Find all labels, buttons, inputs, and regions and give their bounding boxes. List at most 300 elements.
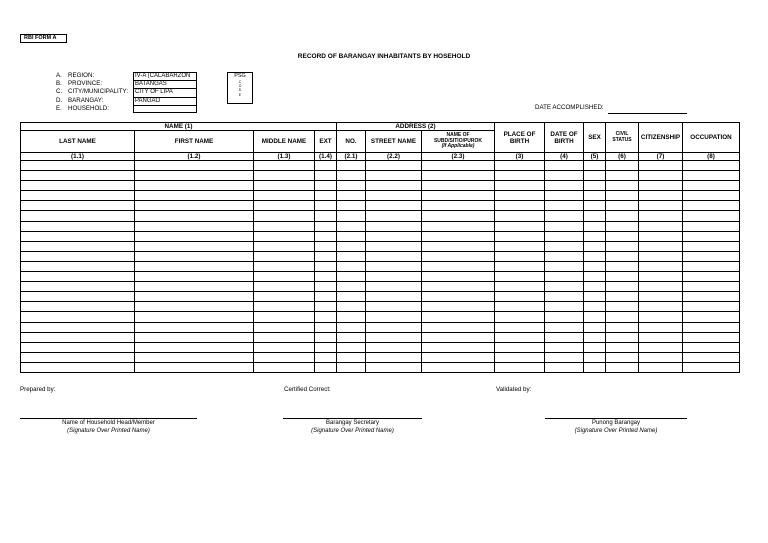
date-accomplished-field[interactable] xyxy=(608,113,687,114)
table-cell[interactable] xyxy=(315,292,337,302)
table-cell[interactable] xyxy=(315,221,337,231)
table-cell[interactable] xyxy=(135,292,254,302)
table-cell[interactable] xyxy=(337,352,366,362)
table-cell[interactable] xyxy=(254,362,315,372)
table-cell[interactable] xyxy=(135,302,254,312)
table-cell[interactable] xyxy=(254,312,315,322)
table-cell[interactable] xyxy=(337,282,366,292)
table-cell[interactable] xyxy=(639,282,683,292)
table-cell[interactable] xyxy=(639,322,683,332)
table-cell[interactable] xyxy=(683,181,740,191)
table-cell[interactable] xyxy=(683,282,740,292)
table-cell[interactable] xyxy=(683,201,740,211)
table-cell[interactable] xyxy=(21,201,135,211)
table-cell[interactable] xyxy=(584,261,606,271)
table-cell[interactable] xyxy=(337,272,366,282)
table-cell[interactable] xyxy=(337,211,366,221)
table-cell[interactable] xyxy=(254,302,315,312)
table-cell[interactable] xyxy=(545,241,584,251)
barangay-field[interactable]: PANGAO xyxy=(133,97,197,105)
table-cell[interactable] xyxy=(545,342,584,352)
table-cell[interactable] xyxy=(254,161,315,171)
table-cell[interactable] xyxy=(639,241,683,251)
table-cell[interactable] xyxy=(639,171,683,181)
table-cell[interactable] xyxy=(545,201,584,211)
table-cell[interactable] xyxy=(584,352,606,362)
col-no: NO. xyxy=(337,131,366,153)
table-cell[interactable] xyxy=(366,322,422,332)
table-cell[interactable] xyxy=(366,251,422,261)
table-row xyxy=(21,322,740,332)
table-cell[interactable] xyxy=(337,191,366,201)
table-cell[interactable] xyxy=(366,312,422,322)
table-cell[interactable] xyxy=(366,272,422,282)
table-cell[interactable] xyxy=(495,282,545,292)
table-cell[interactable] xyxy=(422,302,495,312)
table-cell[interactable] xyxy=(683,231,740,241)
table-cell[interactable] xyxy=(495,231,545,241)
table-cell[interactable] xyxy=(337,302,366,312)
table-cell[interactable] xyxy=(254,272,315,282)
table-cell[interactable] xyxy=(584,191,606,201)
table-cell[interactable] xyxy=(584,161,606,171)
table-cell[interactable] xyxy=(422,352,495,362)
table-cell[interactable] xyxy=(495,161,545,171)
table-cell[interactable] xyxy=(422,342,495,352)
table-cell[interactable] xyxy=(545,251,584,261)
table-cell[interactable] xyxy=(135,241,254,251)
table-cell[interactable] xyxy=(315,211,337,221)
table-cell[interactable] xyxy=(639,362,683,372)
table-cell[interactable] xyxy=(366,191,422,201)
table-cell[interactable] xyxy=(606,201,639,211)
table-cell[interactable] xyxy=(422,211,495,221)
table-cell[interactable] xyxy=(135,261,254,271)
table-cell[interactable] xyxy=(606,322,639,332)
column-number-row xyxy=(21,153,740,161)
table-cell[interactable] xyxy=(21,171,135,181)
table-cell[interactable] xyxy=(683,161,740,171)
table-cell[interactable] xyxy=(254,322,315,332)
col-middle-name: MIDDLE NAME xyxy=(254,131,315,153)
table-cell[interactable] xyxy=(545,282,584,292)
table-cell[interactable] xyxy=(545,302,584,312)
table-cell[interactable] xyxy=(584,231,606,241)
table-cell[interactable] xyxy=(422,181,495,191)
table-cell[interactable] xyxy=(135,211,254,221)
table-cell[interactable] xyxy=(21,292,135,302)
table-cell[interactable] xyxy=(422,201,495,211)
table-cell[interactable] xyxy=(366,362,422,372)
table-cell[interactable] xyxy=(254,211,315,221)
table-cell[interactable] xyxy=(422,332,495,342)
table-cell[interactable] xyxy=(422,191,495,201)
table-cell[interactable] xyxy=(315,362,337,372)
table-row xyxy=(21,292,740,302)
table-cell[interactable] xyxy=(683,272,740,282)
table-cell[interactable] xyxy=(21,272,135,282)
table-cell[interactable] xyxy=(21,302,135,312)
table-cell[interactable] xyxy=(584,362,606,372)
table-cell[interactable] xyxy=(21,342,135,352)
table-cell[interactable] xyxy=(366,282,422,292)
table-cell[interactable] xyxy=(606,332,639,342)
table-cell[interactable] xyxy=(639,181,683,191)
table-cell[interactable] xyxy=(639,292,683,302)
table-cell[interactable] xyxy=(135,362,254,372)
info-label-household: HOUSEHOLD: xyxy=(68,104,109,112)
table-cell[interactable] xyxy=(584,181,606,191)
table-cell[interactable] xyxy=(21,211,135,221)
table-cell[interactable] xyxy=(683,342,740,352)
table-cell[interactable] xyxy=(606,312,639,322)
table-cell[interactable] xyxy=(135,352,254,362)
table-cell[interactable] xyxy=(495,241,545,251)
table-cell[interactable] xyxy=(495,171,545,181)
table-cell[interactable] xyxy=(21,312,135,322)
table-cell[interactable] xyxy=(135,201,254,211)
table-cell[interactable] xyxy=(366,261,422,271)
table-cell[interactable] xyxy=(584,332,606,342)
table-cell[interactable] xyxy=(337,292,366,302)
table-cell[interactable] xyxy=(366,332,422,342)
table-cell[interactable] xyxy=(545,362,584,372)
table-cell[interactable] xyxy=(606,171,639,181)
table-cell[interactable] xyxy=(683,261,740,271)
table-cell[interactable] xyxy=(337,261,366,271)
table-cell[interactable] xyxy=(337,362,366,372)
table-cell[interactable] xyxy=(495,181,545,191)
table-body xyxy=(21,161,740,373)
table-cell[interactable] xyxy=(683,362,740,372)
table-cell[interactable] xyxy=(135,221,254,231)
table-cell[interactable] xyxy=(584,211,606,221)
table-cell[interactable] xyxy=(337,322,366,332)
table-cell[interactable] xyxy=(683,211,740,221)
table-cell[interactable] xyxy=(254,241,315,251)
certified-correct-label: Certified Correct: xyxy=(284,386,331,393)
table-cell[interactable] xyxy=(337,251,366,261)
table-cell[interactable] xyxy=(683,352,740,362)
table-cell[interactable] xyxy=(584,221,606,231)
col-first-name: FIRST NAME xyxy=(135,131,254,153)
table-cell[interactable] xyxy=(21,161,135,171)
table-cell[interactable] xyxy=(21,221,135,231)
table-cell[interactable] xyxy=(21,231,135,241)
table-cell[interactable] xyxy=(254,171,315,181)
table-cell[interactable] xyxy=(254,261,315,271)
table-cell[interactable] xyxy=(366,201,422,211)
table-cell[interactable] xyxy=(21,241,135,251)
table-cell[interactable] xyxy=(315,312,337,322)
table-cell[interactable] xyxy=(337,342,366,352)
table-cell[interactable] xyxy=(337,221,366,231)
table-cell[interactable] xyxy=(495,211,545,221)
table-cell[interactable] xyxy=(315,332,337,342)
table-cell[interactable] xyxy=(254,332,315,342)
table-cell[interactable] xyxy=(606,251,639,261)
table-cell[interactable] xyxy=(545,161,584,171)
table-cell[interactable] xyxy=(495,322,545,332)
table-cell[interactable] xyxy=(337,161,366,171)
psg-label: PSG xyxy=(234,73,246,79)
table-cell[interactable] xyxy=(254,181,315,191)
table-cell[interactable] xyxy=(422,282,495,292)
table-cell[interactable] xyxy=(683,322,740,332)
table-cell[interactable] xyxy=(254,251,315,261)
table-cell[interactable] xyxy=(21,362,135,372)
table-cell[interactable] xyxy=(315,191,337,201)
table-cell[interactable] xyxy=(135,161,254,171)
table-cell[interactable] xyxy=(545,231,584,241)
table-cell[interactable] xyxy=(495,292,545,302)
table-cell[interactable] xyxy=(639,161,683,171)
date-accomplished-label: DATE ACCOMPLISHED: xyxy=(535,104,604,111)
table-cell[interactable] xyxy=(422,272,495,282)
table-cell[interactable] xyxy=(545,312,584,322)
table-cell[interactable] xyxy=(606,302,639,312)
info-letter: E. xyxy=(56,104,62,112)
table-cell[interactable] xyxy=(545,272,584,282)
table-cell[interactable] xyxy=(495,302,545,312)
table-cell[interactable] xyxy=(135,322,254,332)
table-cell[interactable] xyxy=(584,272,606,282)
table-cell[interactable] xyxy=(495,251,545,261)
table-cell[interactable] xyxy=(606,292,639,302)
column-number: (2.3) xyxy=(422,153,495,161)
table-cell[interactable] xyxy=(639,231,683,241)
table-cell[interactable] xyxy=(683,221,740,231)
table-cell[interactable] xyxy=(683,171,740,181)
table-cell[interactable] xyxy=(21,352,135,362)
table-cell[interactable] xyxy=(606,272,639,282)
table-cell[interactable] xyxy=(683,332,740,342)
table-cell[interactable] xyxy=(337,241,366,251)
table-cell[interactable] xyxy=(366,231,422,241)
table-cell[interactable] xyxy=(606,282,639,292)
table-cell[interactable] xyxy=(21,191,135,201)
table-cell[interactable] xyxy=(337,201,366,211)
table-cell[interactable] xyxy=(135,181,254,191)
table-cell[interactable] xyxy=(545,352,584,362)
table-cell[interactable] xyxy=(315,282,337,292)
table-cell[interactable] xyxy=(135,312,254,322)
table-cell[interactable] xyxy=(315,342,337,352)
table-cell[interactable] xyxy=(366,302,422,312)
table-cell[interactable] xyxy=(683,241,740,251)
table-cell[interactable] xyxy=(639,342,683,352)
table-cell[interactable] xyxy=(584,201,606,211)
psg-code-letters xyxy=(228,80,252,97)
table-cell[interactable] xyxy=(422,161,495,171)
table-cell[interactable] xyxy=(683,312,740,322)
table-cell[interactable] xyxy=(254,201,315,211)
table-cell[interactable] xyxy=(135,231,254,241)
secretary-caption: Barangay Secretary (Signature Over Printed Name) xyxy=(311,420,394,435)
region-field[interactable]: IV-A (CALABARZON xyxy=(133,72,197,80)
table-cell[interactable] xyxy=(639,201,683,211)
table-cell[interactable] xyxy=(315,161,337,171)
table-cell[interactable] xyxy=(639,251,683,261)
table-cell[interactable] xyxy=(315,231,337,241)
table-cell[interactable] xyxy=(606,241,639,251)
table-cell[interactable] xyxy=(135,282,254,292)
table-cell[interactable] xyxy=(495,352,545,362)
table-cell[interactable] xyxy=(366,161,422,171)
table-cell[interactable] xyxy=(337,312,366,322)
table-cell[interactable] xyxy=(545,211,584,221)
table-cell[interactable] xyxy=(315,322,337,332)
col-place-of-birth: PLACE OF BIRTH xyxy=(495,123,545,153)
table-cell[interactable] xyxy=(495,342,545,352)
city-field[interactable]: CITY OF LIPA xyxy=(133,88,197,96)
table-cell[interactable] xyxy=(254,342,315,352)
table-cell[interactable] xyxy=(545,191,584,201)
table-cell[interactable] xyxy=(135,342,254,352)
table-cell[interactable] xyxy=(545,261,584,271)
table-cell[interactable] xyxy=(606,221,639,231)
table-cell[interactable] xyxy=(495,201,545,211)
table-cell[interactable] xyxy=(606,261,639,271)
table-cell[interactable] xyxy=(584,342,606,352)
table-cell[interactable] xyxy=(545,332,584,342)
table-cell[interactable] xyxy=(495,272,545,282)
table-cell[interactable] xyxy=(639,312,683,322)
table-cell[interactable] xyxy=(495,312,545,322)
table-cell[interactable] xyxy=(683,191,740,201)
table-cell[interactable] xyxy=(254,292,315,302)
table-cell[interactable] xyxy=(422,221,495,231)
table-cell[interactable] xyxy=(315,241,337,251)
table-cell[interactable] xyxy=(21,322,135,332)
table-cell[interactable] xyxy=(422,241,495,251)
table-cell[interactable] xyxy=(606,342,639,352)
table-cell[interactable] xyxy=(422,171,495,181)
table-cell[interactable] xyxy=(315,181,337,191)
table-cell[interactable] xyxy=(495,362,545,372)
table-cell[interactable] xyxy=(584,241,606,251)
province-field[interactable]: BATANGAS xyxy=(133,80,197,88)
table-cell[interactable] xyxy=(606,352,639,362)
table-cell[interactable] xyxy=(366,352,422,362)
table-row xyxy=(21,352,740,362)
table-cell[interactable] xyxy=(584,171,606,181)
table-cell[interactable] xyxy=(422,231,495,241)
table-cell[interactable] xyxy=(337,332,366,342)
table-cell[interactable] xyxy=(21,261,135,271)
table-cell[interactable] xyxy=(639,191,683,201)
table-cell[interactable] xyxy=(639,352,683,362)
table-cell[interactable] xyxy=(315,251,337,261)
table-cell[interactable] xyxy=(584,282,606,292)
table-cell[interactable] xyxy=(606,181,639,191)
table-cell[interactable] xyxy=(584,302,606,312)
table-row xyxy=(21,181,740,191)
table-cell[interactable] xyxy=(545,292,584,302)
table-cell[interactable] xyxy=(21,282,135,292)
table-cell[interactable] xyxy=(337,181,366,191)
table-cell[interactable] xyxy=(422,362,495,372)
table-cell[interactable] xyxy=(606,161,639,171)
table-cell[interactable] xyxy=(683,302,740,312)
table-cell[interactable] xyxy=(337,171,366,181)
table-cell[interactable] xyxy=(422,322,495,332)
table-cell[interactable] xyxy=(315,171,337,181)
table-cell[interactable] xyxy=(337,231,366,241)
table-cell[interactable] xyxy=(545,221,584,231)
table-cell[interactable] xyxy=(21,251,135,261)
table-cell[interactable] xyxy=(21,181,135,191)
table-cell[interactable] xyxy=(315,261,337,271)
table-cell[interactable] xyxy=(606,362,639,372)
household-field[interactable] xyxy=(133,105,197,113)
table-cell[interactable] xyxy=(584,251,606,261)
table-cell[interactable] xyxy=(495,332,545,342)
table-cell[interactable] xyxy=(135,272,254,282)
table-cell[interactable] xyxy=(495,261,545,271)
table-cell[interactable] xyxy=(545,171,584,181)
table-cell[interactable] xyxy=(545,322,584,332)
table-cell[interactable] xyxy=(422,292,495,302)
table-cell[interactable] xyxy=(366,241,422,251)
table-cell[interactable] xyxy=(21,332,135,342)
table-cell[interactable] xyxy=(254,191,315,201)
table-cell[interactable] xyxy=(545,181,584,191)
col-civil-status: CIVIL STATUS xyxy=(606,123,639,153)
table-cell[interactable] xyxy=(422,261,495,271)
table-cell[interactable] xyxy=(639,272,683,282)
table-cell[interactable] xyxy=(606,191,639,201)
table-cell[interactable] xyxy=(366,221,422,231)
table-cell[interactable] xyxy=(366,181,422,191)
table-cell[interactable] xyxy=(495,191,545,201)
table-cell[interactable] xyxy=(639,332,683,342)
table-cell[interactable] xyxy=(683,251,740,261)
column-number: (8) xyxy=(683,153,740,161)
table-cell[interactable] xyxy=(639,302,683,312)
table-cell[interactable] xyxy=(584,292,606,302)
table-cell[interactable] xyxy=(135,332,254,342)
table-cell[interactable] xyxy=(135,251,254,261)
table-cell[interactable] xyxy=(315,201,337,211)
table-cell[interactable] xyxy=(639,261,683,271)
table-cell[interactable] xyxy=(422,251,495,261)
table-cell[interactable] xyxy=(315,272,337,282)
table-cell[interactable] xyxy=(366,342,422,352)
table-cell[interactable] xyxy=(254,231,315,241)
table-cell[interactable] xyxy=(606,231,639,241)
table-cell[interactable] xyxy=(639,211,683,221)
table-cell[interactable] xyxy=(584,322,606,332)
table-cell[interactable] xyxy=(135,171,254,181)
table-cell[interactable] xyxy=(584,312,606,322)
table-cell[interactable] xyxy=(254,352,315,362)
table-cell[interactable] xyxy=(422,312,495,322)
table-cell[interactable] xyxy=(366,171,422,181)
table-cell[interactable] xyxy=(254,282,315,292)
table-cell[interactable] xyxy=(315,302,337,312)
table-cell[interactable] xyxy=(495,221,545,231)
table-cell[interactable] xyxy=(683,292,740,302)
table-cell[interactable] xyxy=(606,211,639,221)
table-cell[interactable] xyxy=(366,211,422,221)
table-cell[interactable] xyxy=(315,352,337,362)
col-subd-sitio-purok: NAME OF SUBD/SITIO/PUROK (If Applicable) xyxy=(422,131,495,153)
table-cell[interactable] xyxy=(639,221,683,231)
table-cell[interactable] xyxy=(254,221,315,231)
table-cell[interactable] xyxy=(135,191,254,201)
table-cell[interactable] xyxy=(366,292,422,302)
